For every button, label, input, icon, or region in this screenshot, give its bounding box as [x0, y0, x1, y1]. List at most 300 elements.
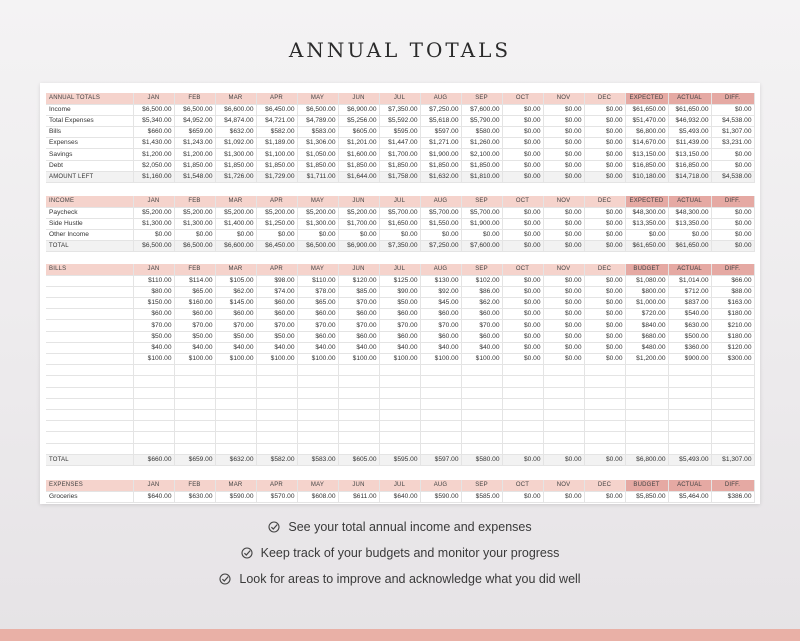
table-cell[interactable]: $1,306.00	[297, 138, 338, 149]
table-cell[interactable]: $100.00	[338, 354, 379, 365]
table-cell[interactable]	[174, 365, 215, 376]
row-label[interactable]: Groceries	[46, 491, 133, 502]
table-cell[interactable]: $0.00	[584, 275, 625, 286]
table-cell[interactable]	[256, 443, 297, 454]
table-cell[interactable]	[668, 398, 711, 409]
table-cell[interactable]: $60.00	[461, 331, 502, 342]
row-label[interactable]: Bills	[46, 127, 133, 138]
table-cell[interactable]: $100.00	[420, 354, 461, 365]
table-cell[interactable]	[379, 443, 420, 454]
table-cell[interactable]: $582.00	[256, 127, 297, 138]
table-cell[interactable]: $0.00	[711, 104, 754, 115]
table-cell[interactable]: $70.00	[338, 320, 379, 331]
table-cell[interactable]: $5,200.00	[133, 207, 174, 218]
table-cell[interactable]: $6,500.00	[297, 104, 338, 115]
row-label[interactable]	[46, 376, 133, 387]
table-cell[interactable]: $585.00	[461, 491, 502, 502]
table-cell[interactable]	[133, 365, 174, 376]
table-cell[interactable]: $0.00	[584, 149, 625, 160]
table-cell[interactable]	[584, 432, 625, 443]
table-cell[interactable]: $50.00	[379, 298, 420, 309]
table-cell[interactable]: $0.00	[502, 354, 543, 365]
table-cell[interactable]	[461, 398, 502, 409]
table-cell[interactable]: $5,700.00	[461, 207, 502, 218]
table-cell[interactable]	[256, 432, 297, 443]
table-cell[interactable]: $60.00	[215, 309, 256, 320]
table-cell[interactable]: $1,430.00	[133, 138, 174, 149]
table-cell[interactable]: $40.00	[256, 342, 297, 353]
table-cell[interactable]	[338, 376, 379, 387]
row-label[interactable]	[46, 286, 133, 297]
table-cell[interactable]: $100.00	[133, 354, 174, 365]
table-cell[interactable]: $1,850.00	[420, 160, 461, 171]
table-cell[interactable]	[174, 443, 215, 454]
row-label[interactable]: Income	[46, 104, 133, 115]
table-cell[interactable]: $0.00	[584, 309, 625, 320]
row-label[interactable]	[46, 421, 133, 432]
table-cell[interactable]	[133, 443, 174, 454]
table-cell[interactable]: $0.00	[543, 298, 584, 309]
table-cell[interactable]: $0.00	[502, 160, 543, 171]
table-cell[interactable]	[379, 376, 420, 387]
table-cell[interactable]: $680.00	[625, 331, 668, 342]
table-cell[interactable]: $0.00	[584, 160, 625, 171]
table-cell[interactable]: $0.00	[584, 331, 625, 342]
table-cell[interactable]: $0.00	[543, 160, 584, 171]
table-cell[interactable]: $0.00	[461, 230, 502, 241]
table-cell[interactable]	[420, 365, 461, 376]
table-cell[interactable]: $0.00	[297, 230, 338, 241]
table-cell[interactable]: $0.00	[543, 286, 584, 297]
table-cell[interactable]: $7,600.00	[461, 104, 502, 115]
table-cell[interactable]	[502, 398, 543, 409]
table-cell[interactable]	[711, 376, 754, 387]
table-cell[interactable]: $90.00	[379, 286, 420, 297]
table-cell[interactable]: $62.00	[215, 286, 256, 297]
table-cell[interactable]	[625, 387, 668, 398]
table-cell[interactable]	[625, 398, 668, 409]
table-cell[interactable]: $1,300.00	[297, 218, 338, 229]
table-cell[interactable]: $1,271.00	[420, 138, 461, 149]
row-label[interactable]	[46, 365, 133, 376]
table-cell[interactable]: $1,850.00	[338, 160, 379, 171]
table-cell[interactable]: $0.00	[584, 138, 625, 149]
table-cell[interactable]: $2,050.00	[133, 160, 174, 171]
table-cell[interactable]: $0.00	[420, 230, 461, 241]
table-cell[interactable]: $40.00	[461, 342, 502, 353]
table-cell[interactable]: $40.00	[338, 342, 379, 353]
table-cell[interactable]: $125.00	[379, 275, 420, 286]
table-cell[interactable]: $70.00	[420, 320, 461, 331]
table-cell[interactable]: $1,400.00	[215, 218, 256, 229]
table-cell[interactable]	[133, 387, 174, 398]
table-cell[interactable]	[584, 398, 625, 409]
table-cell[interactable]: $70.00	[338, 298, 379, 309]
table-cell[interactable]	[338, 432, 379, 443]
table-cell[interactable]: $114.00	[174, 275, 215, 286]
table-cell[interactable]: $1,600.00	[338, 149, 379, 160]
table-cell[interactable]: $5,700.00	[420, 207, 461, 218]
table-cell[interactable]: $1,307.00	[711, 127, 754, 138]
table-cell[interactable]: $145.00	[215, 298, 256, 309]
table-cell[interactable]	[133, 398, 174, 409]
table-cell[interactable]	[502, 432, 543, 443]
table-cell[interactable]: $1,200.00	[625, 354, 668, 365]
table-cell[interactable]: $583.00	[297, 127, 338, 138]
table-cell[interactable]: $70.00	[256, 320, 297, 331]
table-cell[interactable]	[461, 443, 502, 454]
row-label[interactable]	[46, 331, 133, 342]
table-cell[interactable]: $0.00	[543, 115, 584, 126]
table-cell[interactable]: $48,300.00	[668, 207, 711, 218]
table-cell[interactable]: $0.00	[543, 138, 584, 149]
table-cell[interactable]: $1,050.00	[297, 149, 338, 160]
table-cell[interactable]	[379, 432, 420, 443]
table-cell[interactable]	[379, 387, 420, 398]
table-cell[interactable]: $100.00	[215, 354, 256, 365]
table-cell[interactable]: $60.00	[420, 309, 461, 320]
table-cell[interactable]	[502, 409, 543, 420]
table-cell[interactable]	[711, 365, 754, 376]
table-cell[interactable]	[338, 398, 379, 409]
table-cell[interactable]	[379, 409, 420, 420]
table-cell[interactable]: $40.00	[297, 342, 338, 353]
table-cell[interactable]: $1,447.00	[379, 138, 420, 149]
table-cell[interactable]	[256, 409, 297, 420]
table-cell[interactable]: $608.00	[297, 491, 338, 502]
table-cell[interactable]: $98.00	[256, 275, 297, 286]
table-cell[interactable]	[711, 387, 754, 398]
table-cell[interactable]	[584, 409, 625, 420]
table-cell[interactable]: $65.00	[174, 286, 215, 297]
table-cell[interactable]: $40.00	[174, 342, 215, 353]
table-cell[interactable]: $0.00	[502, 207, 543, 218]
table-cell[interactable]	[584, 376, 625, 387]
table-cell[interactable]	[711, 398, 754, 409]
table-cell[interactable]: $300.00	[711, 354, 754, 365]
table-cell[interactable]: $40.00	[379, 342, 420, 353]
table-cell[interactable]: $0.00	[625, 230, 668, 241]
table-cell[interactable]: $40.00	[215, 342, 256, 353]
table-cell[interactable]: $7,350.00	[379, 104, 420, 115]
table-cell[interactable]: $660.00	[133, 127, 174, 138]
table-cell[interactable]	[668, 432, 711, 443]
table-cell[interactable]: $1,650.00	[379, 218, 420, 229]
table-cell[interactable]: $1,900.00	[420, 149, 461, 160]
table-cell[interactable]: $0.00	[502, 275, 543, 286]
table-cell[interactable]: $1,850.00	[297, 160, 338, 171]
table-cell[interactable]	[256, 421, 297, 432]
table-cell[interactable]: $597.00	[420, 127, 461, 138]
table-cell[interactable]: $4,952.00	[174, 115, 215, 126]
table-cell[interactable]	[215, 365, 256, 376]
table-cell[interactable]: $0.00	[502, 320, 543, 331]
table-cell[interactable]: $1,000.00	[625, 298, 668, 309]
table-cell[interactable]: $1,700.00	[379, 149, 420, 160]
table-cell[interactable]: $1,850.00	[461, 160, 502, 171]
table-cell[interactable]: $500.00	[668, 331, 711, 342]
table-cell[interactable]: $630.00	[174, 491, 215, 502]
table-cell[interactable]: $78.00	[297, 286, 338, 297]
table-cell[interactable]	[711, 443, 754, 454]
table-cell[interactable]: $0.00	[502, 309, 543, 320]
table-cell[interactable]: $0.00	[584, 298, 625, 309]
table-cell[interactable]: $5,200.00	[338, 207, 379, 218]
table-cell[interactable]: $0.00	[711, 149, 754, 160]
table-cell[interactable]: $3,231.00	[711, 138, 754, 149]
table-cell[interactable]: $632.00	[215, 127, 256, 138]
table-cell[interactable]: $0.00	[502, 104, 543, 115]
table-cell[interactable]: $0.00	[338, 230, 379, 241]
table-cell[interactable]: $837.00	[668, 298, 711, 309]
table-cell[interactable]: $105.00	[215, 275, 256, 286]
table-cell[interactable]	[543, 432, 584, 443]
table-cell[interactable]: $61,650.00	[668, 104, 711, 115]
table-cell[interactable]	[584, 365, 625, 376]
table-cell[interactable]: $480.00	[625, 342, 668, 353]
table-cell[interactable]: $720.00	[625, 309, 668, 320]
table-cell[interactable]	[215, 398, 256, 409]
table-cell[interactable]: $70.00	[461, 320, 502, 331]
table-cell[interactable]: $48,300.00	[625, 207, 668, 218]
table-cell[interactable]: $13,350.00	[625, 218, 668, 229]
table-cell[interactable]	[711, 432, 754, 443]
table-cell[interactable]: $4,789.00	[297, 115, 338, 126]
table-cell[interactable]: $6,600.00	[215, 104, 256, 115]
table-cell[interactable]: $386.00	[711, 491, 754, 502]
table-cell[interactable]: $70.00	[297, 320, 338, 331]
table-cell[interactable]	[297, 443, 338, 454]
table-cell[interactable]: $13,350.00	[668, 218, 711, 229]
table-cell[interactable]: $51,470.00	[625, 115, 668, 126]
table-cell[interactable]: $0.00	[133, 230, 174, 241]
table-cell[interactable]: $0.00	[584, 342, 625, 353]
table-cell[interactable]	[711, 421, 754, 432]
table-cell[interactable]	[502, 443, 543, 454]
table-cell[interactable]: $16,850.00	[625, 160, 668, 171]
table-cell[interactable]: $0.00	[584, 115, 625, 126]
table-cell[interactable]	[668, 376, 711, 387]
table-cell[interactable]: $2,100.00	[461, 149, 502, 160]
table-cell[interactable]	[174, 409, 215, 420]
table-cell[interactable]	[215, 376, 256, 387]
table-cell[interactable]: $0.00	[584, 491, 625, 502]
table-cell[interactable]: $0.00	[543, 149, 584, 160]
table-cell[interactable]: $60.00	[379, 331, 420, 342]
table-cell[interactable]	[338, 365, 379, 376]
table-cell[interactable]: $130.00	[420, 275, 461, 286]
table-cell[interactable]	[338, 387, 379, 398]
table-cell[interactable]: $0.00	[543, 354, 584, 365]
table-cell[interactable]: $163.00	[711, 298, 754, 309]
table-cell[interactable]	[502, 376, 543, 387]
table-cell[interactable]: $0.00	[543, 331, 584, 342]
table-cell[interactable]: $1,550.00	[420, 218, 461, 229]
table-cell[interactable]: $60.00	[297, 331, 338, 342]
table-cell[interactable]: $5,200.00	[215, 207, 256, 218]
table-cell[interactable]	[711, 409, 754, 420]
table-cell[interactable]: $6,900.00	[338, 104, 379, 115]
table-cell[interactable]: $80.00	[133, 286, 174, 297]
table-cell[interactable]: $1,092.00	[215, 138, 256, 149]
row-label[interactable]	[46, 409, 133, 420]
table-cell[interactable]: $13,150.00	[625, 149, 668, 160]
table-cell[interactable]	[133, 409, 174, 420]
table-cell[interactable]: $0.00	[502, 115, 543, 126]
table-cell[interactable]	[379, 421, 420, 432]
table-cell[interactable]: $0.00	[584, 207, 625, 218]
table-cell[interactable]: $0.00	[543, 207, 584, 218]
table-cell[interactable]: $0.00	[584, 320, 625, 331]
table-cell[interactable]	[461, 421, 502, 432]
table-cell[interactable]: $630.00	[668, 320, 711, 331]
table-cell[interactable]: $1,300.00	[133, 218, 174, 229]
table-cell[interactable]	[174, 376, 215, 387]
table-cell[interactable]: $50.00	[133, 331, 174, 342]
table-cell[interactable]	[625, 432, 668, 443]
table-cell[interactable]: $5,256.00	[338, 115, 379, 126]
table-cell[interactable]: $0.00	[584, 354, 625, 365]
table-cell[interactable]	[420, 432, 461, 443]
table-cell[interactable]	[543, 409, 584, 420]
table-cell[interactable]: $88.00	[711, 286, 754, 297]
table-cell[interactable]: $1,200.00	[133, 149, 174, 160]
table-cell[interactable]: $0.00	[543, 342, 584, 353]
table-cell[interactable]: $14,670.00	[625, 138, 668, 149]
table-cell[interactable]	[215, 432, 256, 443]
table-cell[interactable]: $1,300.00	[174, 218, 215, 229]
row-label[interactable]	[46, 443, 133, 454]
table-cell[interactable]	[420, 376, 461, 387]
table-cell[interactable]: $0.00	[502, 138, 543, 149]
table-cell[interactable]: $0.00	[543, 218, 584, 229]
table-cell[interactable]: $0.00	[502, 218, 543, 229]
table-cell[interactable]: $0.00	[379, 230, 420, 241]
row-label[interactable]: Paycheck	[46, 207, 133, 218]
table-cell[interactable]	[584, 421, 625, 432]
table-cell[interactable]: $100.00	[379, 354, 420, 365]
table-cell[interactable]: $0.00	[711, 230, 754, 241]
table-cell[interactable]	[338, 421, 379, 432]
table-cell[interactable]	[502, 387, 543, 398]
table-cell[interactable]: $100.00	[461, 354, 502, 365]
table-cell[interactable]: $595.00	[379, 127, 420, 138]
table-cell[interactable]	[133, 432, 174, 443]
table-cell[interactable]: $5,592.00	[379, 115, 420, 126]
table-cell[interactable]: $840.00	[625, 320, 668, 331]
table-cell[interactable]: $0.00	[543, 491, 584, 502]
table-cell[interactable]: $0.00	[711, 218, 754, 229]
table-cell[interactable]: $590.00	[215, 491, 256, 502]
table-cell[interactable]: $210.00	[711, 320, 754, 331]
table-cell[interactable]	[502, 365, 543, 376]
table-cell[interactable]: $60.00	[461, 309, 502, 320]
table-cell[interactable]: $120.00	[338, 275, 379, 286]
table-cell[interactable]: $45.00	[420, 298, 461, 309]
table-cell[interactable]: $60.00	[297, 309, 338, 320]
table-cell[interactable]	[297, 376, 338, 387]
table-cell[interactable]: $11,439.00	[668, 138, 711, 149]
table-cell[interactable]: $0.00	[584, 104, 625, 115]
table-cell[interactable]	[668, 421, 711, 432]
table-cell[interactable]: $0.00	[543, 127, 584, 138]
table-cell[interactable]: $4,874.00	[215, 115, 256, 126]
table-cell[interactable]: $1,300.00	[215, 149, 256, 160]
table-cell[interactable]: $102.00	[461, 275, 502, 286]
table-cell[interactable]: $92.00	[420, 286, 461, 297]
table-cell[interactable]	[297, 387, 338, 398]
table-cell[interactable]: $60.00	[174, 309, 215, 320]
table-cell[interactable]: $160.00	[174, 298, 215, 309]
table-cell[interactable]: $1,850.00	[379, 160, 420, 171]
table-cell[interactable]	[668, 387, 711, 398]
table-cell[interactable]: $180.00	[711, 309, 754, 320]
table-cell[interactable]: $0.00	[502, 230, 543, 241]
table-cell[interactable]	[420, 398, 461, 409]
table-cell[interactable]	[379, 365, 420, 376]
row-label[interactable]: Side Hustle	[46, 218, 133, 229]
table-cell[interactable]: $50.00	[256, 331, 297, 342]
table-cell[interactable]: $70.00	[133, 320, 174, 331]
table-cell[interactable]: $0.00	[502, 491, 543, 502]
table-cell[interactable]: $6,500.00	[174, 104, 215, 115]
table-cell[interactable]	[625, 421, 668, 432]
table-cell[interactable]: $60.00	[338, 309, 379, 320]
table-cell[interactable]	[174, 421, 215, 432]
table-cell[interactable]: $60.00	[256, 309, 297, 320]
table-cell[interactable]: $0.00	[543, 309, 584, 320]
table-cell[interactable]	[215, 443, 256, 454]
table-cell[interactable]: $5,200.00	[174, 207, 215, 218]
table-cell[interactable]: $100.00	[256, 354, 297, 365]
table-cell[interactable]	[420, 443, 461, 454]
table-cell[interactable]: $0.00	[711, 207, 754, 218]
row-label[interactable]	[46, 309, 133, 320]
table-cell[interactable]	[543, 421, 584, 432]
table-cell[interactable]: $74.00	[256, 286, 297, 297]
table-cell[interactable]	[338, 409, 379, 420]
table-cell[interactable]: $5,200.00	[256, 207, 297, 218]
row-label[interactable]: Expenses	[46, 138, 133, 149]
table-cell[interactable]: $1,100.00	[256, 149, 297, 160]
table-cell[interactable]	[256, 398, 297, 409]
table-cell[interactable]: $1,014.00	[668, 275, 711, 286]
table-cell[interactable]	[297, 421, 338, 432]
table-cell[interactable]: $1,260.00	[461, 138, 502, 149]
table-cell[interactable]	[174, 398, 215, 409]
table-cell[interactable]: $1,850.00	[215, 160, 256, 171]
row-label[interactable]	[46, 432, 133, 443]
table-cell[interactable]: $1,900.00	[461, 218, 502, 229]
table-cell[interactable]: $0.00	[502, 331, 543, 342]
table-cell[interactable]: $6,450.00	[256, 104, 297, 115]
table-cell[interactable]	[668, 443, 711, 454]
table-cell[interactable]	[543, 387, 584, 398]
table-cell[interactable]	[297, 398, 338, 409]
table-cell[interactable]: $5,700.00	[379, 207, 420, 218]
table-cell[interactable]: $605.00	[338, 127, 379, 138]
table-cell[interactable]: $150.00	[133, 298, 174, 309]
table-cell[interactable]: $0.00	[502, 298, 543, 309]
table-cell[interactable]: $66.00	[711, 275, 754, 286]
table-cell[interactable]: $60.00	[338, 331, 379, 342]
table-cell[interactable]: $70.00	[379, 320, 420, 331]
table-cell[interactable]: $7,250.00	[420, 104, 461, 115]
table-cell[interactable]	[668, 409, 711, 420]
table-cell[interactable]	[256, 376, 297, 387]
row-label[interactable]: Total Expenses	[46, 115, 133, 126]
table-cell[interactable]	[461, 376, 502, 387]
